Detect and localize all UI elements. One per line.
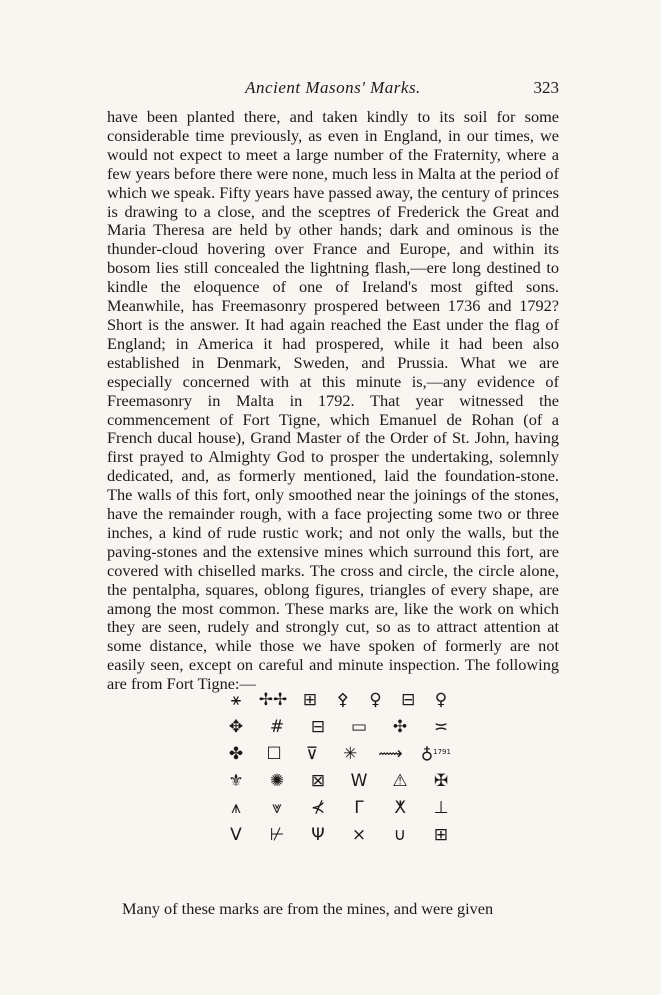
mason-mark: W (350, 770, 368, 791)
mason-mark: ⨯ (351, 824, 367, 845)
mason-mark: ⚠ (392, 770, 408, 791)
mason-mark: ✥ (228, 716, 244, 737)
mason-mark: ✠ (433, 770, 449, 791)
mason-mark: V (230, 824, 242, 845)
mason-mark: ⵅ (394, 797, 406, 818)
mason-mark: ⊟ (310, 716, 326, 737)
marks-row-4 (226, 767, 451, 794)
main-paragraph: have been planted there, and taken kindly to its soil for some considerable time previously, as even in England, in our times, we would not expect to meet a large number of the Fraternity, where a few years before there were none, much less in Malta at the period of which we speak. Fifty years have passed away, the century of princes is drawing to a close, and the sceptres of Frederick the Great and Maria Theresa are held by other hands; dark and ominous is the thunder-cloud hovering over France and Europe, and within its bosom lies still concealed the lightning flash,—ere long destined to kindle the eloquence of one of Ireland's most gifted sons. Meanwhile, has Freemasonry prospered between 1736 and 1792? Short is the answer. It had again reached the East under the flag of England; in America it had prospered, while it had been also established in Denmark, Sweden, and Prussia. What we are especially concerned with at this minute is,—any evidence of Freemasonry in Malta in 1792. That year witnessed the commencement of Fort Tigne, which Emanuel de Rohan (of a French ducal house), Grand Master of the Order of St. John, having first prayed to Almighty God to prosper the undertaking, solemnly dedicated, and, as formerly mentioned, laid the foundation-stone. The walls of this fort, only smoothed near the joinings of the stones, have the remainder rough, with a face projecting some two or three inches, a kind of rude rustic work; and not only the walls, but the paving-stones and the extensive mines which surround this fort, are covered with chiselled marks. The cross and circle, the circle alone, the pentalpha, squares, oblong figures, triangles of every shape, are among the most common. These marks are, like the work on which they are seen, rudely and strongly cut, so as to attract attention at some distance, while those we have spoken of formerly are not easily seen, except on careful and minute inspection. The following are from Fort Tigne:— (107, 107, 559, 694)
marks-row-2 (226, 713, 451, 740)
mason-mark: # (269, 716, 285, 737)
closing-text: Many of these marks are from the mines, and were given (122, 899, 494, 918)
mason-mark: Ψ (311, 824, 325, 845)
mason-mark: ∪ (393, 824, 407, 845)
mason-mark: ⚹ (230, 689, 242, 710)
mason-mark: ♀ (434, 689, 448, 710)
page-number: 323 (533, 78, 559, 97)
marks-row-5 (226, 794, 451, 821)
mason-mark: ✳ (343, 743, 358, 764)
mason-mark: Γ (354, 797, 364, 818)
mason-mark (421, 741, 451, 767)
masons-marks-figure (226, 686, 451, 848)
mason-mark: ⚜ (228, 770, 244, 791)
mason-mark: ⊀ (310, 797, 326, 818)
running-title: Ancient Masons' Marks. (245, 78, 421, 97)
marks-row-6 (226, 821, 451, 848)
marks-row-1 (226, 686, 451, 713)
mason-mark: ⊬ (269, 824, 285, 845)
mason-mark: ⊞ (302, 689, 318, 710)
mason-mark: ⊽ (305, 743, 319, 764)
mason-mark: ✤ (228, 743, 244, 764)
mason-mark: ⊞ (433, 824, 449, 845)
mason-mark: ⊥ (433, 797, 449, 818)
marks-row-3 (226, 740, 451, 767)
mason-mark: ✣ (392, 716, 408, 737)
mark-year-label: 1791 (433, 747, 451, 756)
mason-mark: ▭ (350, 716, 368, 737)
mason-mark: ✺ (269, 770, 285, 791)
mason-mark: ✢✢ (258, 689, 288, 710)
mason-mark: ⟿ (378, 743, 403, 764)
mason-mark: ⊟ (401, 689, 416, 710)
mason-mark-glyph: ♁ (420, 745, 434, 766)
body-text (107, 108, 559, 694)
mason-mark: ⊠ (310, 770, 326, 791)
mason-mark: ☐ (266, 743, 282, 764)
mason-mark: ⩔ (272, 797, 282, 818)
page-header (107, 78, 559, 102)
mason-mark: ≍ (433, 716, 449, 737)
mason-mark: ⚴ (336, 689, 349, 710)
mason-mark: ⩚ (231, 797, 241, 818)
mason-mark: ♀ (369, 689, 382, 710)
